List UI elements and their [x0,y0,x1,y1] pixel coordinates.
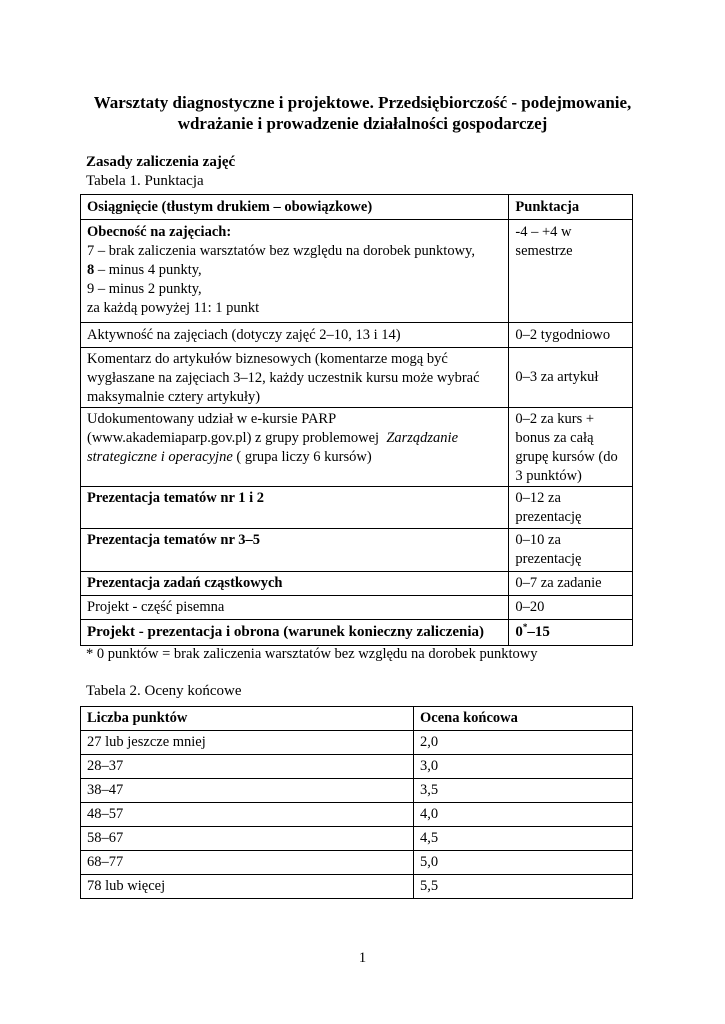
points-range: 27 lub jeszcze mniej [81,731,414,755]
pres12-label: Prezentacja tematów nr 1 i 2 [81,487,509,529]
table-row [81,408,633,487]
table-row [81,803,633,827]
defense-label: Projekt - prezentacja i obrona (warunek konieczny zaliczenia) [81,620,509,646]
points-range: 38–47 [81,779,414,803]
eparp-cell [81,408,509,487]
table-row [81,875,633,899]
final-grade: 3,5 [414,779,633,803]
defense-score-min: 0 [515,624,523,640]
table-header-row [81,707,633,731]
header-points: Punktacja [509,195,633,220]
table-row [81,851,633,875]
table-row [81,827,633,851]
header-points-range: Liczba punktów [81,707,414,731]
eparp-label: Udokumentowany udział w e-kursie PARP (www.akademiaparp.gov.pl) z grupy problemowej [87,411,380,446]
table-row [81,529,633,572]
table-row [81,779,633,803]
comments-label: Komentarz do artykułów biznesowych (komentarze mogą być wygłaszane na zajęciach 3–12, każdy uczestnik kursu może wybrać maksymalnie cztery artykuły) [81,348,509,408]
table-row [81,348,633,408]
final-grade: 4,0 [414,803,633,827]
attendance-penalty: – minus 4 punkty, [94,262,202,278]
eparp-group-name: Zarządzanie strategiczne i operacyjne [87,430,459,465]
header-final-grade: Ocena końcowa [414,707,633,731]
attendance-heading: Obecność na zajęciach: [87,224,232,240]
table-row [81,596,633,620]
pres35-score: 0–10 za prezentację [509,529,633,572]
table1-caption: Tabela 1. Punktacja [86,173,204,189]
final-grade: 2,0 [414,731,633,755]
eparp-group-size: ( grupa liczy 6 kursów) [232,449,372,465]
tasks-score: 0–7 za zadanie [509,572,633,596]
table-row [81,323,633,348]
activity-score: 0–2 tygodniowo [509,323,633,348]
footnote: * 0 punktów = brak zaliczenia warsztatów bez względu na dorobek punktowy [86,646,538,662]
attendance-line: 7 – brak zaliczenia warsztatów bez względu na dorobek punktowy, [87,243,475,259]
attendance-line: 9 – minus 2 punkty, [87,281,202,297]
points-range: 28–37 [81,755,414,779]
final-grade: 5,0 [414,851,633,875]
comments-score: 0–3 za artykuł [509,348,633,408]
defense-score-max: –15 [527,624,550,640]
defense-score [509,620,633,646]
table-row [81,487,633,529]
table2-caption: Tabela 2. Oceny końcowe [86,683,242,699]
final-grade: 4,5 [414,827,633,851]
attendance-cell [81,220,509,323]
written-score: 0–20 [509,596,633,620]
footnote-marker: * [522,622,528,632]
table-row [81,620,633,646]
attendance-score: -4 – +4 w semestrze [509,220,633,323]
table-row [81,731,633,755]
eparp-score: 0–2 za kurs + bonus za całą grupę kursów (do 3 punktów) [509,408,633,487]
pres12-score: 0–12 za prezentację [509,487,633,529]
written-label: Projekt - część pisemna [81,596,509,620]
points-range: 48–57 [81,803,414,827]
table-row [81,572,633,596]
table-header-row [81,195,633,220]
attendance-count: 8 [87,262,95,278]
grades-table [80,706,633,899]
attendance-line [87,261,502,280]
page-number: 1 [358,950,367,966]
final-grade: 5,5 [414,875,633,899]
activity-label: Aktywność na zajęciach (dotyczy zajęć 2–10, 13 i 14) [81,323,509,348]
pres35-label: Prezentacja tematów nr 3–5 [81,529,509,572]
final-grade: 3,0 [414,755,633,779]
table-row [81,755,633,779]
points-range: 68–77 [81,851,414,875]
table-row [81,220,633,323]
scoring-table [80,194,633,646]
tasks-label: Prezentacja zadań cząstkowych [81,572,509,596]
points-range: 58–67 [81,827,414,851]
section-heading: Zasady zaliczenia zajęć [86,154,236,170]
points-range: 78 lub więcej [81,875,414,899]
attendance-line: za każdą powyżej 11: 1 punkt [87,300,260,316]
header-achievement: Osiągnięcie (tłustym drukiem – obowiązkowe) [81,195,509,220]
document-title: Warsztaty diagnostyczne i projektowe. Przedsiębiorczość - podejmowanie, wdrażanie i prowadzenie działalności gospodarczej [93,93,632,133]
